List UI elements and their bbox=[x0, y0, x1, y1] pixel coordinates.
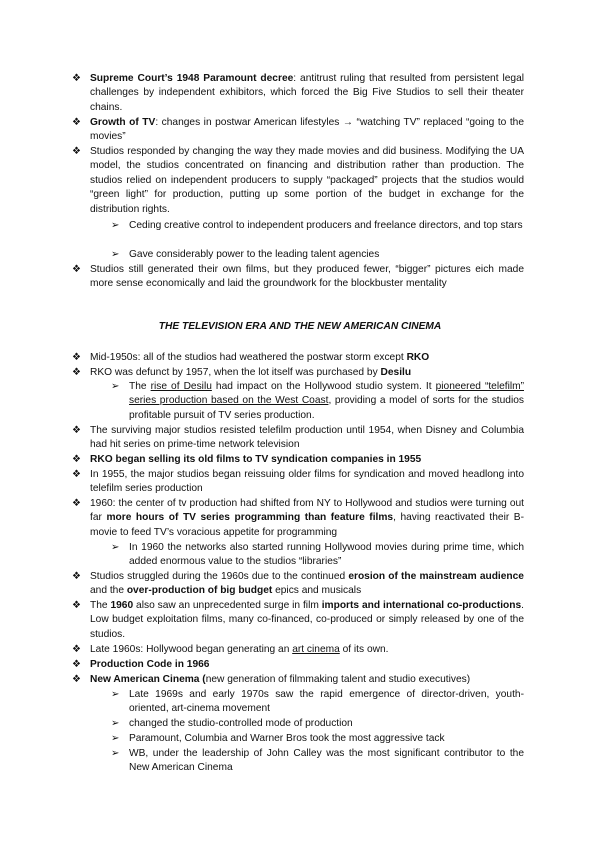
sub-list-item bbox=[111, 688, 524, 717]
bullet-icon: ❖ bbox=[72, 469, 81, 480]
bullet-icon: ❖ bbox=[72, 600, 81, 611]
item-bold: RKO began selling its old films to TV syndication companies in 1955 bbox=[90, 454, 422, 465]
item-text: Studios struggled during the 1960s due to the continued bbox=[90, 571, 349, 582]
item-text: Paramount, Columbia and Warner Bros took the most aggressive tack bbox=[129, 733, 445, 744]
bullet-icon: ❖ bbox=[72, 454, 81, 465]
bullet-icon: ❖ bbox=[72, 117, 81, 128]
item-text: , providing a model of sorts for the studios profitable pursuit of TV series production. bbox=[129, 395, 524, 421]
item-bold: Production Code in 1966 bbox=[90, 659, 210, 670]
arrow-icon: ➢ bbox=[111, 733, 120, 744]
bullet-icon: ❖ bbox=[72, 367, 81, 378]
sub-list-item bbox=[111, 717, 524, 731]
item-underlined: art cinema bbox=[292, 644, 340, 655]
item-text: Gave considerably power to the leading talent agencies bbox=[129, 249, 380, 260]
item-text: : changes in postwar American lifestyles → “watching TV” replaced “going to the movies” bbox=[90, 117, 524, 143]
arrow-icon: ➢ bbox=[111, 249, 120, 260]
item-underlined: pioneered “telefilm” series production based on the West Coast bbox=[129, 381, 524, 407]
item-bold: imports and international co-productions bbox=[321, 600, 522, 611]
item-text: Late 1960s: Hollywood began generating an bbox=[90, 644, 293, 655]
item-text: of its own. bbox=[339, 644, 389, 655]
list-item bbox=[72, 658, 524, 672]
item-text: Ceding creative control to independent producers and freelance directors, and top stars bbox=[129, 220, 523, 231]
item-text: . Low budget exploitation films, many co-financed, co-produced or simply released by one of the studios. bbox=[90, 600, 525, 640]
item-text: had impact on the Hollywood studio system. It bbox=[211, 381, 436, 392]
item-text: Mid-1950s: all of the studios had weathered the postwar storm except bbox=[90, 352, 407, 363]
item-text: also saw an unprecedented surge in film bbox=[133, 600, 322, 611]
list-item bbox=[72, 424, 524, 453]
sub-list-item bbox=[111, 219, 524, 233]
item-bold: more hours of TV series programming than feature films bbox=[106, 512, 394, 524]
item-bold: RKO bbox=[406, 352, 430, 363]
item-text: Studios responded by changing the way they made movies and did business. Modifying the UA model, the studios concentrated on financing and distribution rather than production. The studios relied on independent producers to supply “packaged” projects that the studios would “green light” for production, putting up some portion of the budget in exchange for the distribution rights. bbox=[90, 146, 524, 215]
item-bold: New American Cinema ( bbox=[90, 674, 206, 685]
bullet-icon: ❖ bbox=[72, 571, 81, 582]
item-bold: erosion of the mainstream audience bbox=[348, 571, 524, 582]
list-item bbox=[72, 497, 524, 540]
section-heading: THE TELEVISION ERA AND THE NEW AMERICAN CINEMA bbox=[158, 321, 442, 332]
item-text: epics and musicals bbox=[272, 585, 362, 597]
item-text: changed the studio-controlled mode of production bbox=[129, 718, 353, 729]
item-text: In 1955, the major studios began reissuing older films for syndication and moved headlong into telefilm series production bbox=[90, 469, 524, 495]
item-text: : antitrust ruling that resulted from persistent legal challenges by independent exhibitors, which forced the Big Five Studios to sell their theater chains. bbox=[90, 73, 524, 113]
item-text: WB, under the leadership of John Calley was the most significant contributor to the New American Cinema bbox=[129, 748, 524, 774]
list-item bbox=[72, 72, 524, 115]
list-item bbox=[72, 673, 524, 687]
item-text: Late 1969s and early 1970s saw the rapid emergence of director-driven, youth-oriented, art-cinema movement bbox=[129, 689, 524, 715]
bullet-icon: ❖ bbox=[72, 644, 81, 655]
item-text: RKO was defunct by 1957, when the lot itself was purchased by bbox=[90, 367, 381, 378]
bullet-icon: ❖ bbox=[72, 498, 81, 509]
item-bold: over-production of big budget bbox=[126, 585, 273, 597]
bullet-icon: ❖ bbox=[72, 674, 81, 685]
list-item bbox=[72, 116, 524, 145]
arrow-icon: ➢ bbox=[111, 689, 120, 700]
sub-list-item bbox=[111, 248, 524, 262]
list-item bbox=[72, 453, 524, 467]
item-text: Studios still generated their own films, but they produced fewer, “bigger” pictures eich made more sense economically and laid the groundwork for the blockbuster mentality bbox=[90, 264, 524, 290]
item-bold: Supreme Court’s 1948 Paramount decree bbox=[90, 73, 294, 84]
arrow-icon: ➢ bbox=[111, 381, 120, 392]
item-text: 1960: the center of tv production had shifted from NY to Hollywood and studios were turning out far bbox=[90, 498, 524, 524]
sub-list-item bbox=[111, 732, 524, 746]
list-item bbox=[72, 599, 525, 642]
bullet-icon: ❖ bbox=[72, 146, 81, 157]
list-item bbox=[72, 145, 524, 217]
item-text: The bbox=[129, 381, 151, 392]
arrow-icon: ➢ bbox=[111, 542, 120, 553]
bullet-icon: ❖ bbox=[72, 352, 81, 363]
bullet-icon: ❖ bbox=[72, 73, 81, 84]
sub-list-item bbox=[111, 747, 524, 776]
item-text: new generation of filmmaking talent and studio executives) bbox=[205, 674, 471, 685]
item-text: The bbox=[90, 600, 111, 611]
bullet-icon: ❖ bbox=[72, 425, 81, 436]
item-text: , having reactivated their B-movie to feed TV’s voracious appetite for programming bbox=[90, 512, 524, 538]
bullet-icon: ❖ bbox=[72, 264, 81, 275]
list-item bbox=[72, 366, 524, 380]
sub-list-item bbox=[111, 541, 524, 570]
item-underlined: rise of Desilu bbox=[150, 381, 212, 392]
item-bold: Growth of TV bbox=[90, 117, 156, 128]
item-bold: Desilu bbox=[380, 367, 412, 378]
sub-list-item bbox=[111, 380, 524, 423]
list-item bbox=[72, 351, 524, 365]
list-item bbox=[72, 570, 524, 599]
item-text: The surviving major studios resisted telefilm production until 1954, when Disney and Columbia had hit series on prime-time network television bbox=[90, 425, 524, 451]
item-text: In 1960 the networks also started running Hollywood movies during prime time, which added enormous value to the studios “libraries” bbox=[129, 542, 524, 568]
arrow-icon: ➢ bbox=[111, 220, 120, 231]
bullet-icon: ❖ bbox=[72, 659, 81, 670]
list-item bbox=[72, 643, 524, 657]
list-item bbox=[72, 468, 524, 497]
list-item bbox=[72, 263, 524, 292]
arrow-icon: ➢ bbox=[111, 718, 120, 729]
item-bold: 1960 bbox=[110, 600, 134, 611]
arrow-icon: ➢ bbox=[111, 748, 120, 759]
item-text: and the bbox=[90, 585, 127, 597]
